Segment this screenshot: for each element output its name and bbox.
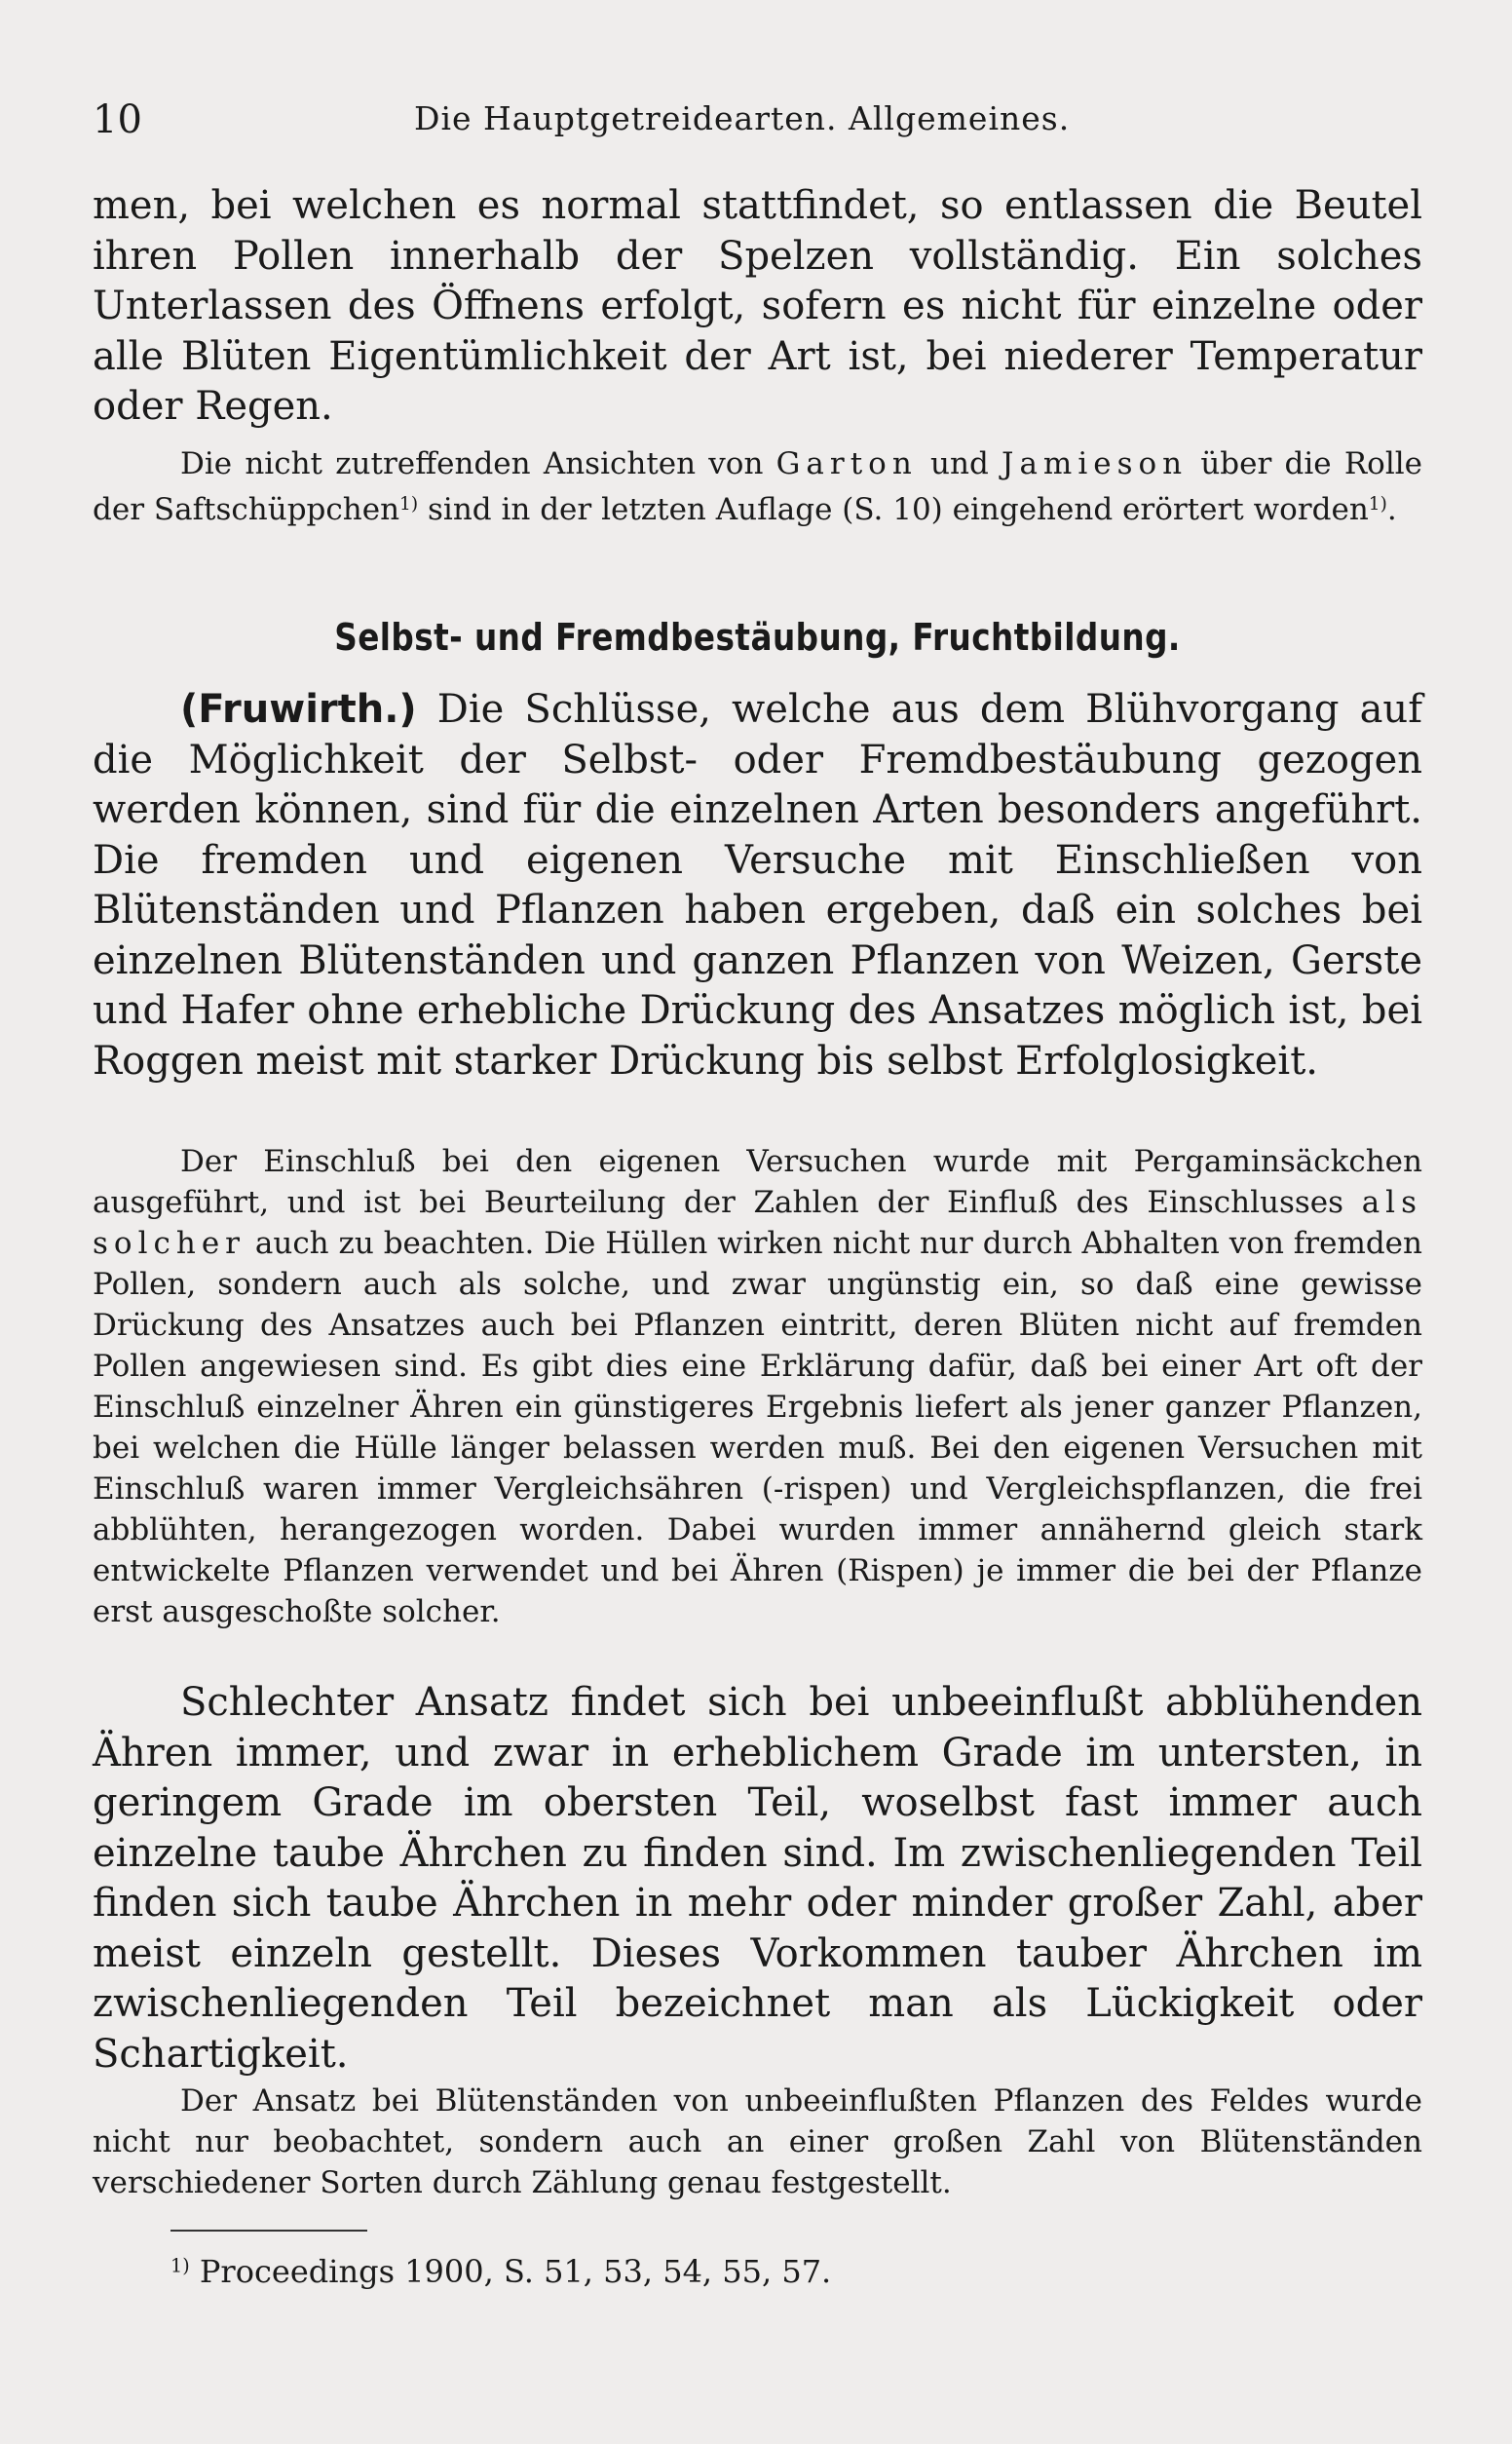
paragraph-poor-setting: Schlechter Ansatz findet sich bei unbeeinflußt abblühenden Ähren immer, und zwar in erheblichem Grade im untersten, in geringem Grade im obersten Teil, woselbst fast immer auch einzelne taube Ährchen zu finden sind. Im zwischenliegenden Teil finden sich taube Ährchen in mehr oder minder großer Zahl, aber meist einzeln gestellt. Dieses Vorkommen tauber Ährchen im zwischenliegenden Teil bezeichnet man als Lückigkeit oder Schartigkeit. <box>93 1680 1422 2077</box>
author-name-jamieson: Jamieson <box>1002 446 1189 481</box>
paragraph-garton-jamieson <box>93 443 1422 530</box>
text-run: Der Einschluß bei den eigenen Versuchen wurde mit Pergaminsäckchen ausgeführt, und ist bei Beurteilung der Zahlen der Einfluß des Einschlusses <box>93 1144 1422 1220</box>
paragraph-conclusions <box>93 685 1422 1087</box>
page-header <box>93 97 1422 156</box>
footnote-text: Proceedings 1900, S. 51, 53, 54, 55, 57. <box>189 2253 832 2290</box>
text-run: sind in der letzten Auflage (S. 10) eingehend erörtert worden <box>418 492 1369 528</box>
text-run: Die nicht zutreffenden Ansichten von <box>180 446 776 481</box>
footnote-ref: 1) <box>399 494 419 515</box>
running-head: Die Hauptgetreidearten. Allgemeines. <box>414 99 1071 137</box>
footnote <box>170 2253 831 2290</box>
text-run: über die Rolle der Saftschüppchen <box>93 446 1423 528</box>
text-run: auch zu beachten. Die Hüllen wirken nicht nur durch Abhalten von fremden Pollen, sondern auch als solche, und zwar ungünstig ein, so daß eine gewisse Drückung des Ansatzes auch bei Pflanzen eintritt, deren Blüten nicht auf fremden Pollen angewiesen sind. Es gibt dies eine Erklärung dafür, daß bei einer Art oft der Einschluß einzelner Ähren ein günstigeres Ergebnis liefert als jener ganzer Pflanzen, bei welchen die Hülle länger belassen werden muß. Bei den eigenen Versuchen mit Einschluß waren immer Vergleichsähren (-rispen) und Vergleichspflanzen, die frei abblühten, herangezogen worden. Dabei wurden immer annähernd gleich stark entwickelte Pflanzen verwendet und bei Ähren (Rispen) je immer die bei der Pflanze erst ausgeschoßte solcher. <box>93 1226 1422 1629</box>
author-fruwirth: (Fruwirth.) <box>180 687 417 732</box>
footnote-divider <box>170 2230 367 2232</box>
text-run: und <box>917 446 1002 481</box>
paragraph-pollen-release: men, bei welchen es normal stattfindet, so entlassen die Beutel ihren Pollen innerhalb der Spelzen vollständig. Ein solches Unterlassen des Öffnens erfolgt, sofern es nicht für einzelne oder alle Blüten Eigentümlichkeit der Art ist, bei niederer Temperatur oder Regen. <box>93 183 1422 429</box>
text-run: . <box>1386 492 1397 528</box>
text-run: Die Schlüsse, welche aus dem Blühvorgang auf die Möglichkeit der Selbst- oder Fremdbestäubung gezogen werden können, sind für die einzelnen Arten besonders angeführt. Die fremden und eigenen Versuche mit Einschließen von Blütenständen und Pflanzen haben ergeben, daß ein solches bei einzelnen Blütenständen und ganzen Pflanzen von Weizen, Gerste und Hafer ohne erhebliche Drückung des Ansatzes möglich ist, bei Roggen meist mit starker Drückung bis selbst Erfolglosigkeit. <box>93 687 1422 1084</box>
section-heading: Selbst- und Fremdbestäubung, Fruchtbildung. <box>334 616 1181 659</box>
footnote-marker: 1) <box>170 2254 190 2277</box>
emphasis-spaced: als solcher <box>93 1185 1422 1261</box>
page-number: 10 <box>93 97 142 142</box>
paragraph-enclosure-experiments <box>93 1141 1422 1632</box>
footnote-ref: 1) <box>1368 494 1387 515</box>
author-name-garton: Garton <box>775 446 918 481</box>
paragraph-field-observation: Der Ansatz bei Blütenständen von unbeeinflußten Pflanzen des Feldes wurde nicht nur beobachtet, sondern auch an einer großen Zahl von Blütenständen verschiedener Sorten durch Zählung genau festgestellt. <box>93 2083 1422 2200</box>
